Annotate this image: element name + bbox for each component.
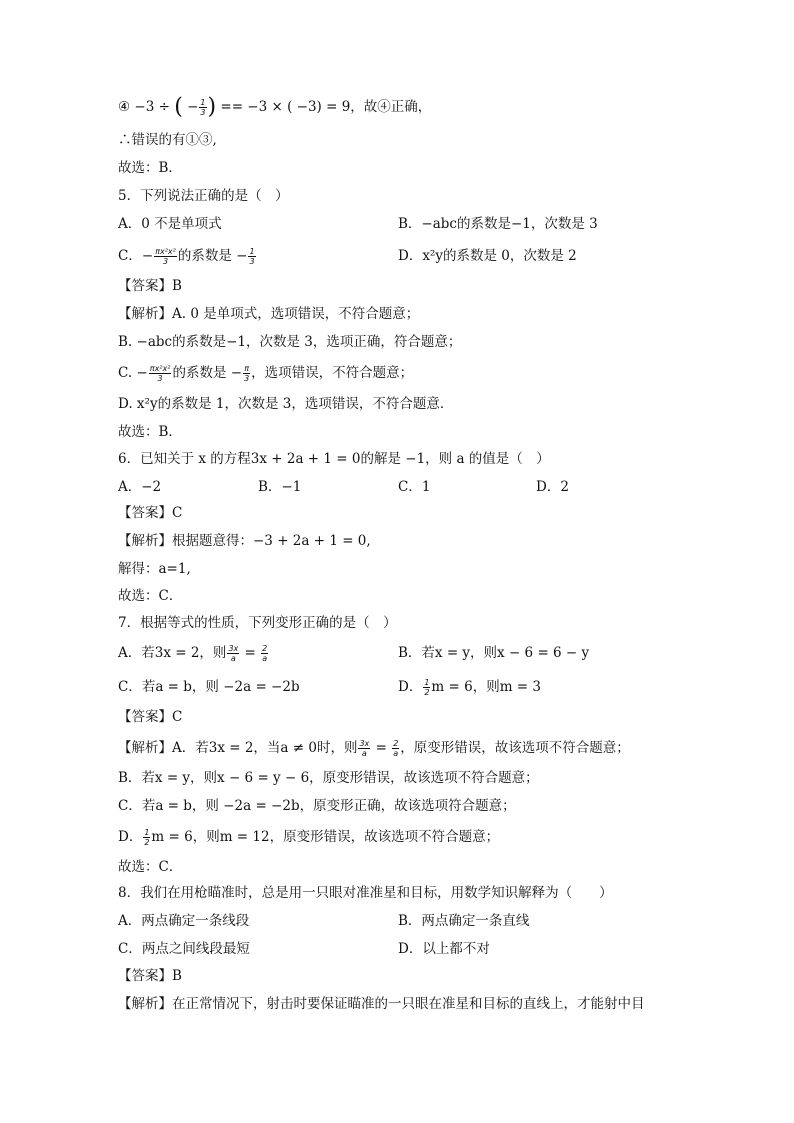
select-5: 故选：B． <box>118 424 182 440</box>
line-select: 故选：B． <box>118 160 182 176</box>
q7-option-a: A．若3x = 2，则 $\frac{3x}{a}$ = $\frac{2}{a}$ <box>118 644 268 663</box>
q8-option-d: D．以上都不对 <box>398 941 490 957</box>
fraction: $\frac{1}{3}$ <box>200 98 206 117</box>
explanation-5b: B. −abc的系数是−1，次数是 3，选项正确，符合题意； <box>118 334 462 350</box>
q7-option-b: B．若x = y，则x − 6 = 6 − y <box>398 645 590 661</box>
q6-option-a: A．−2 <box>118 479 162 495</box>
answer-7: 【答案】C <box>118 709 183 725</box>
explanation-5a: 【解析】A. 0 是单项式，选项错误，不符合题意； <box>118 306 420 322</box>
explanation-8: 【解析】在正常情况下，射击时要保证瞄准的一只眼在准星和目标的直线上，才能射中目 <box>118 996 645 1012</box>
explanation-7a: 【解析】A．若3x = 2，当a ≠ 0时，则 $\frac{3x}{a}$ = $\frac{2}{a}$ ，原变形错误，故该选项不符合题意； <box>118 739 630 758</box>
select-6: 故选：C． <box>118 588 183 604</box>
fraction: $\frac{\text{πx²x²}}{3}$ <box>155 247 176 266</box>
question-6: 6．已知关于 x 的方程3x + 2a + 1 = 0的解是 −1，则 a 的值是（ ） <box>118 451 550 467</box>
question-8: 8．我们在用枪瞄准时，总是用一只眼对准准星和目标，用数学知识解释为（ ） <box>118 885 613 901</box>
q8-option-a: A．两点确定一条线段 <box>118 913 250 929</box>
q6-option-c: C．1 <box>398 479 431 495</box>
q6-option-d: D．2 <box>536 479 569 495</box>
fraction: $\frac{1}{2}$ <box>424 678 430 697</box>
q5-option-c: C．− $\frac{\text{πx²x²}}{3}$ 的系数是 − $\frac{1}{3}$ <box>118 247 255 266</box>
fraction: $\frac{3x}{a}$ <box>228 644 239 663</box>
q7-option-c: C．若a = b，则 −2a = −2b <box>118 679 300 695</box>
line-errors: ∴错误的有①③, <box>118 132 217 148</box>
answer-6: 【答案】C <box>118 505 183 521</box>
fraction: $\frac{\text{πx²x²}}{3}$ <box>149 364 171 383</box>
select-7: 故选：C． <box>118 859 183 875</box>
fraction: $\frac{3x}{a}$ <box>359 739 370 758</box>
explanation-7c: C．若a = b，则 −2a = −2b，原变形正确，故该选项符合题意； <box>118 798 516 814</box>
answer-5: 【答案】B <box>118 278 182 294</box>
fraction: $\frac{1}{2}$ <box>144 828 150 847</box>
q5-option-b: B．−abc的系数是−1，次数是 3 <box>398 216 598 232</box>
fraction: $\frac{\pi}{3}$ <box>244 364 250 383</box>
fraction: $\frac{2}{a}$ <box>262 644 268 663</box>
question-7: 7．根据等式的性质，下列变形正确的是（ ） <box>118 615 397 631</box>
fraction: $\frac{2}{a}$ <box>393 739 399 758</box>
explanation-5d: D. x²y的系数是 1，次数是 3，选项错误，不符合题意． <box>118 396 454 412</box>
explanation-7d: D． $\frac{1}{2}$ m = 6，则m = 12，原变形错误，故该选项不符合题意； <box>118 828 500 847</box>
answer-8: 【答案】B <box>118 968 182 984</box>
q5-option-d: D．x²y的系数是 0，次数是 2 <box>398 248 577 264</box>
explanation-6a: 【解析】根据题意得：−3 + 2a + 1 = 0, <box>118 533 371 549</box>
q8-option-b: B．两点确定一条直线 <box>398 913 530 929</box>
q5-option-a: A．0 不是单项式 <box>118 216 222 232</box>
q8-option-c: C．两点之间线段最短 <box>118 941 250 957</box>
explanation-6b: 解得：a=1, <box>118 561 191 577</box>
explanation-7b: B．若x = y，则x − 6 = y − 6，原变形错误，故该选项不符合题意； <box>118 770 539 786</box>
line-item4-calc: ④ −3 ÷ ( − $\frac{1}{3}$ ) == −3 × ( −3) = 9，故④正确， <box>118 94 432 120</box>
q7-option-d: D． $\frac{1}{2}$ m = 6，则m = 3 <box>398 678 541 697</box>
question-5: 5．下列说法正确的是（ ） <box>118 188 289 204</box>
q6-option-b: B．−1 <box>258 479 302 495</box>
fraction: $\frac{1}{3}$ <box>249 247 255 266</box>
explanation-5c: C. − $\frac{\text{πx²x²}}{3}$ 的系数是 − $\frac{\pi}{3}$ ，选项错误，不符合题意； <box>118 364 414 383</box>
